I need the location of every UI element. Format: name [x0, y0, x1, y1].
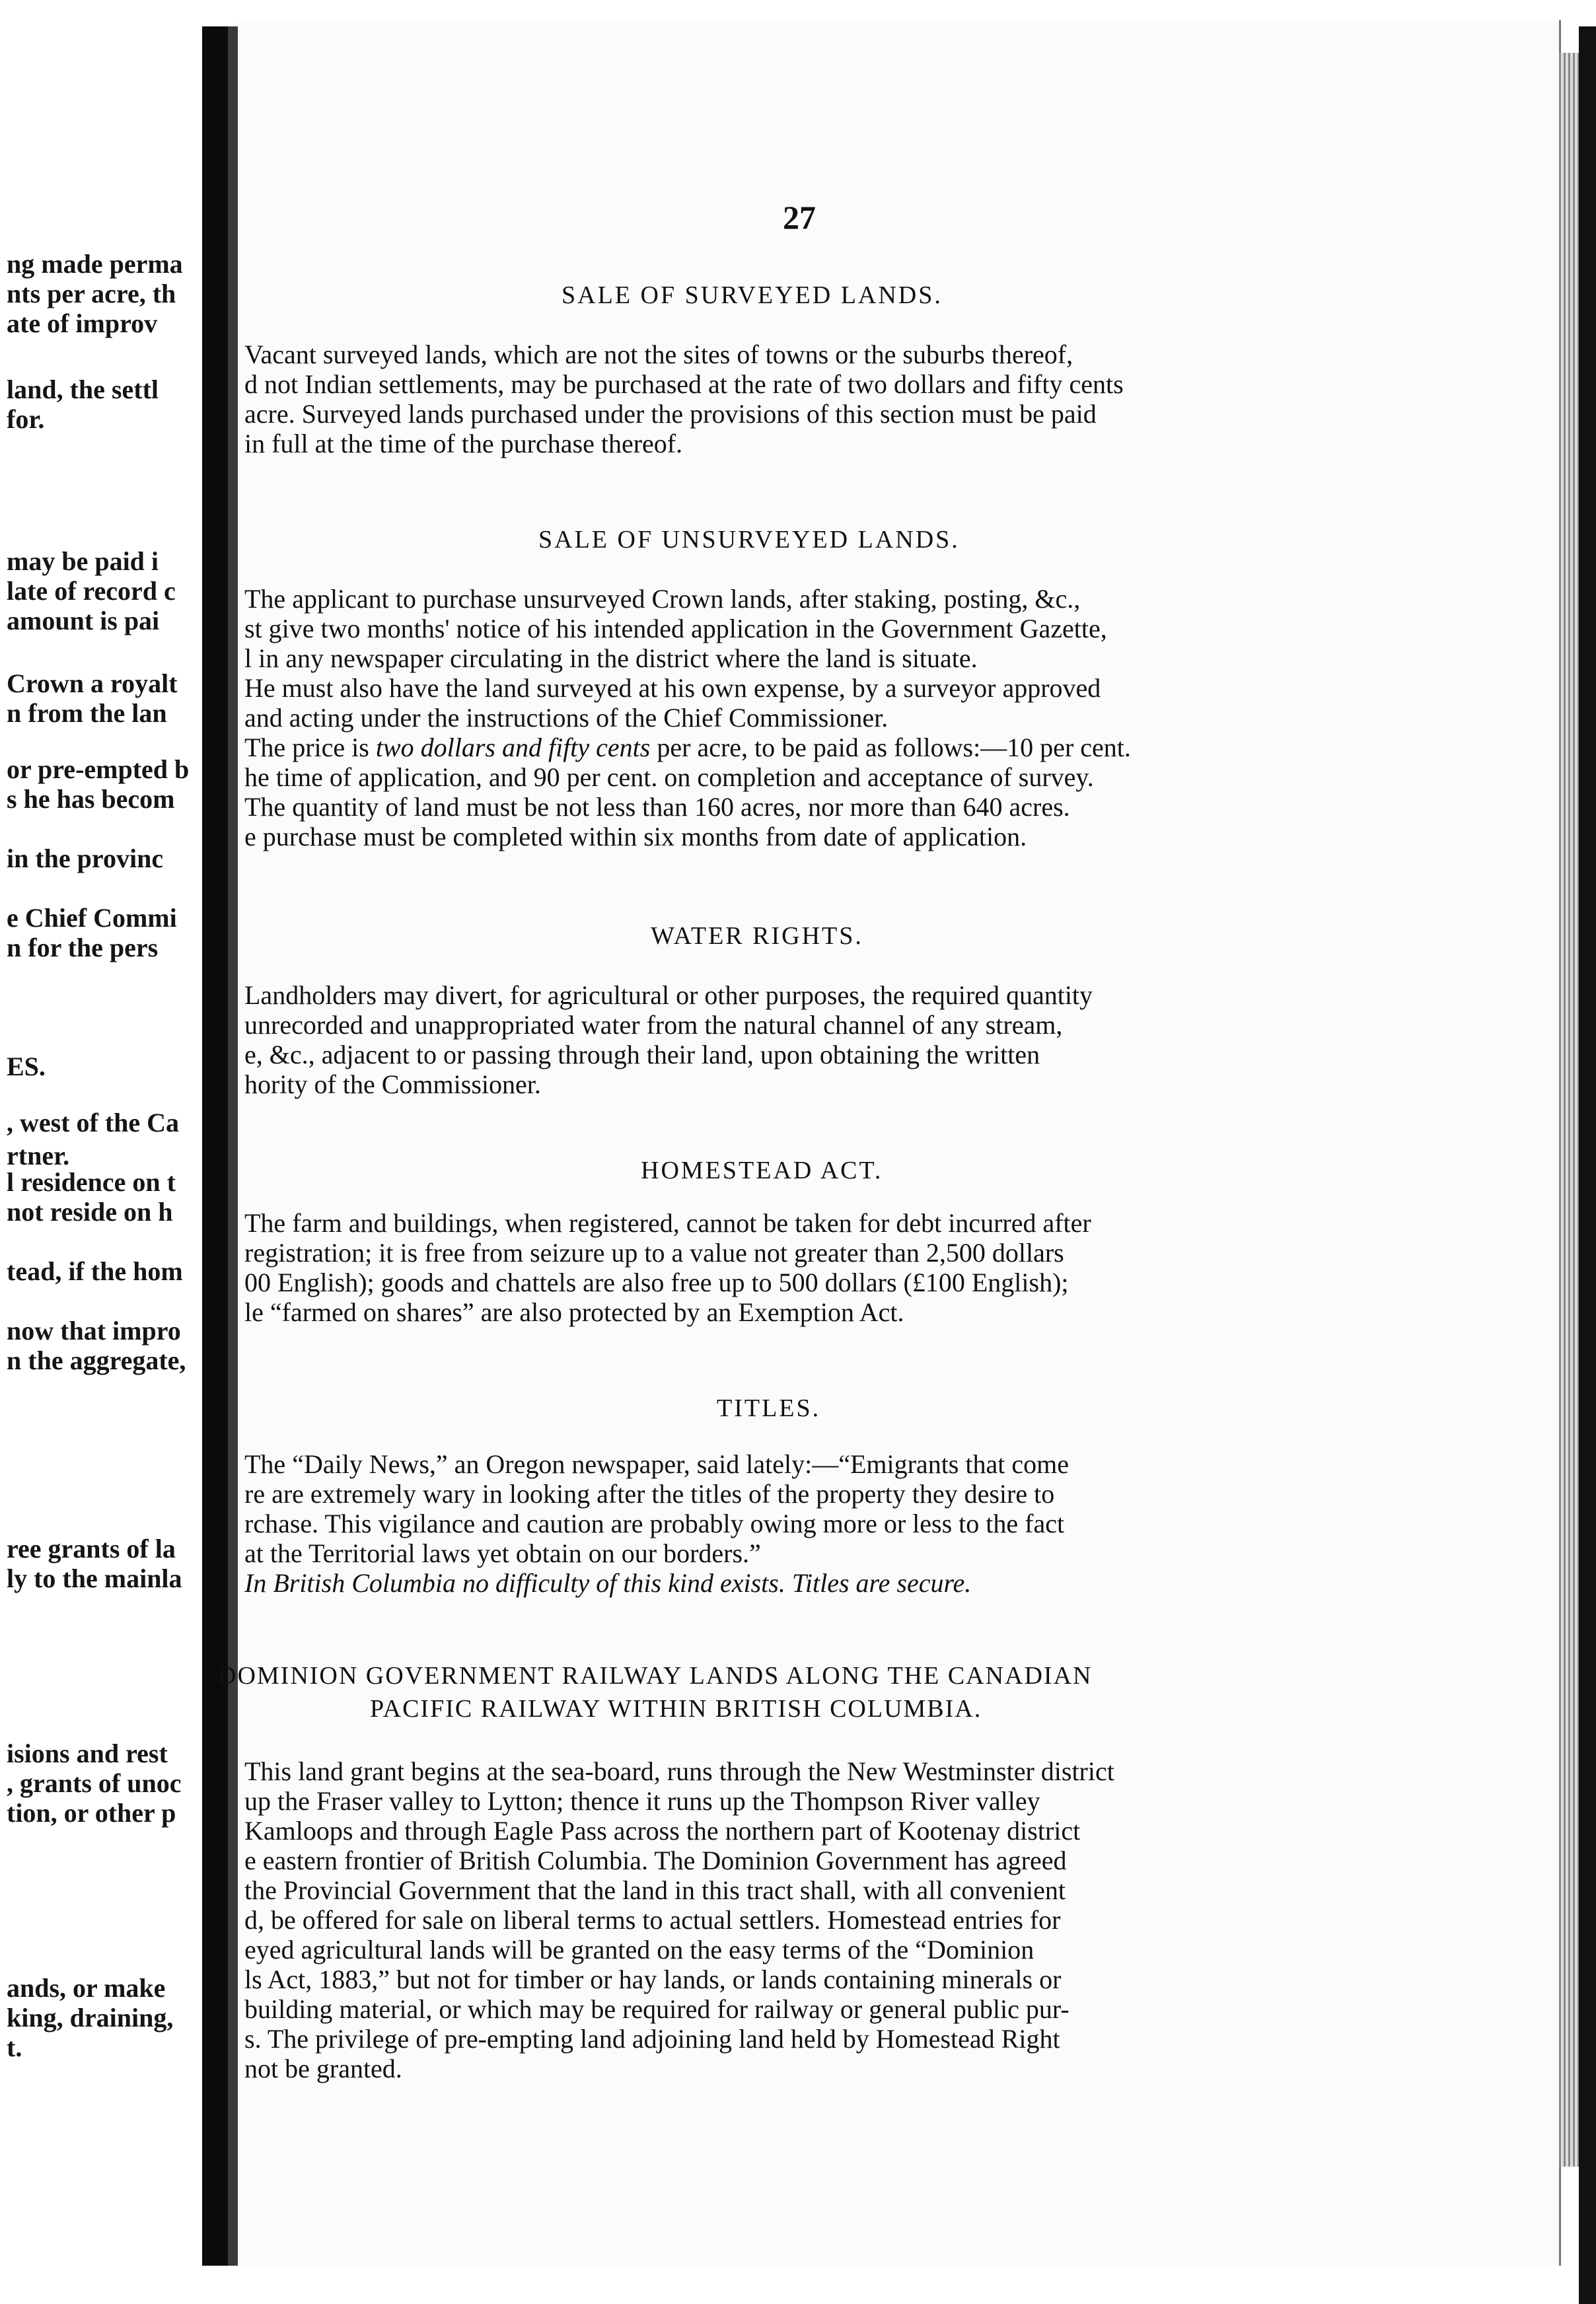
paragraph-line: ls Act, 1883,” but not for timber or hay lands, or lands containing minerals or	[244, 1964, 1062, 1994]
left-page-line: ands, or make	[7, 1973, 166, 2003]
paragraph-line: He must also have the land surveyed at his own expense, by a surveyor approved	[244, 673, 1101, 703]
paragraph-line: 00 English); goods and chattels are also free up to 500 dollars (£100 English);	[244, 1268, 1069, 1297]
left-page-line: not reside on h	[7, 1197, 173, 1227]
page-stack-edge	[1559, 53, 1579, 2167]
left-page-line: tead, if the hom	[7, 1256, 183, 1286]
paragraph-line: in full at the time of the purchase thereof.	[244, 429, 683, 458]
left-page-line: in the provinc	[7, 844, 164, 873]
left-page-line: or pre-empted b	[7, 754, 190, 784]
left-page-line: ng made perma	[7, 249, 183, 279]
paragraph-line: at the Territorial laws yet obtain on our borders.”	[244, 1538, 761, 1568]
left-page-line: land, the settl	[7, 375, 159, 404]
left-page-line: ES.	[7, 1052, 46, 1081]
paragraph-line: This land grant begins at the sea-board, runs through the New Westminster district	[244, 1756, 1114, 1786]
paragraph-line: The farm and buildings, when registered, cannot be taken for debt incurred after	[244, 1208, 1091, 1238]
left-facing-page	[0, 0, 205, 2304]
section-heading: WATER RIGHTS.	[651, 922, 863, 950]
paragraph-line: the Provincial Government that the land in this tract shall, with all convenient	[244, 1875, 1066, 1905]
paragraph-line: acre. Surveyed lands purchased under the provisions of this section must be paid	[244, 399, 1097, 429]
price-line-end: per acre, to be paid as follows:—10 per cent.	[650, 733, 1131, 762]
paragraph-line: le “farmed on shares” are also protected by an Exemption Act.	[244, 1297, 904, 1327]
paragraph-line: he time of application, and 90 per cent. on completion and acceptance of survey.	[244, 762, 1094, 792]
paragraph-line: The quantity of land must be not less than 160 acres, nor more than 640 acres.	[244, 792, 1070, 822]
price-amount: two dollars and fifty cents	[375, 733, 651, 762]
paragraph-line: Vacant surveyed lands, which are not the sites of towns or the suburbs thereof,	[244, 340, 1073, 369]
paragraph-line: Kamloops and through Eagle Pass across the northern part of Kootenay district	[244, 1816, 1081, 1846]
paragraph-line: d not Indian settlements, may be purchased at the rate of two dollars and fifty cents	[244, 369, 1124, 399]
paragraph-line: The applicant to purchase unsurveyed Crown lands, after staking, posting, &c.,	[244, 584, 1081, 614]
paragraph-line: unrecorded and unappropriated water from the natural channel of any stream,	[244, 1010, 1063, 1040]
section-heading: HOMESTEAD ACT.	[641, 1157, 883, 1184]
paragraph-line: hority of the Commissioner.	[244, 1069, 541, 1099]
paragraph-line: e, &c., adjacent to or passing through their land, upon obtaining the written	[244, 1040, 1040, 1069]
paragraph-line: rchase. This vigilance and caution are probably owing more or less to the fact	[244, 1509, 1065, 1538]
paragraph-line: eyed agricultural lands will be granted on the easy terms of the “Dominion	[244, 1935, 1034, 1964]
left-page-line: amount is pai	[7, 606, 160, 635]
left-page-line: king, draining,	[7, 2003, 174, 2033]
paragraph-line: st give two months' notice of his intended application in the Government Gazette,	[244, 614, 1107, 643]
section-heading: PACIFIC RAILWAY WITHIN BRITISH COLUMBIA.	[370, 1695, 982, 1723]
section-heading: TITLES.	[717, 1394, 821, 1422]
page-number: 27	[783, 199, 816, 236]
left-page-line: tion, or other p	[7, 1798, 176, 1828]
left-page-line: rtner.	[7, 1141, 70, 1170]
scan-border-right	[1579, 26, 1596, 2304]
price-line	[244, 733, 1131, 762]
paragraph-line: and acting under the instructions of the Chief Commissioner.	[244, 703, 889, 733]
left-page-line: s he has becom	[7, 784, 175, 814]
left-page-line: for.	[7, 404, 45, 434]
left-page-line: , west of the Ca	[7, 1108, 180, 1137]
left-page-line: nts per acre, th	[7, 279, 176, 308]
left-page-line: now that impro	[7, 1316, 181, 1346]
left-page-line: l residence on t	[7, 1167, 176, 1197]
paragraph-line: building material, or which may be required for railway or general public pur-	[244, 1994, 1070, 2024]
paragraph-line: The “Daily News,” an Oregon newspaper, said lately:—“Emigrants that come	[244, 1449, 1069, 1479]
paragraph-line: registration; it is free from seizure up to a value not greater than 2,500 dollars	[244, 1238, 1064, 1268]
left-page-line: n the aggregate,	[7, 1346, 186, 1375]
left-page-line: may be paid i	[7, 546, 159, 576]
paragraph-line: re are extremely wary in looking after the titles of the property they desire to	[244, 1479, 1055, 1509]
left-page-line: isions and rest	[7, 1739, 168, 1768]
section-heading: DOMINION GOVERNMENT RAILWAY LANDS ALONG THE CANADIAN	[218, 1662, 1093, 1690]
left-page-line: e Chief Commi	[7, 903, 177, 933]
italic-statement: In British Columbia no difficulty of this kind exists. Titles are secure.	[244, 1568, 972, 1598]
left-page-line: t.	[7, 2033, 22, 2062]
left-page-line: late of record c	[7, 576, 176, 606]
paragraph-line: s. The privilege of pre-empting land adjoining land held by Homestead Right	[244, 2024, 1060, 2054]
paragraph-line: up the Fraser valley to Lytton; thence it runs up the Thompson River valley	[244, 1786, 1040, 1816]
paragraph-line: e purchase must be completed within six months from date of application.	[244, 822, 1027, 851]
left-page-line: , grants of unoc	[7, 1768, 182, 1798]
left-page-line: n for the pers	[7, 933, 159, 962]
section-heading: SALE OF UNSURVEYED LANDS.	[538, 526, 960, 554]
paragraph-line: Landholders may divert, for agricultural or other purposes, the required quantity	[244, 980, 1093, 1010]
paragraph-line: not be granted.	[244, 2054, 402, 2083]
left-page-line: n from the lan	[7, 698, 167, 728]
paragraph-line: e eastern frontier of British Columbia. The Dominion Government has agreed	[244, 1846, 1067, 1875]
left-page-line: ree grants of la	[7, 1534, 176, 1564]
paragraph-line: d, be offered for sale on liberal terms to actual settlers. Homestead entries for	[244, 1905, 1061, 1935]
paragraph-line: l in any newspaper circulating in the district where the land is situate.	[244, 643, 978, 673]
section-heading: SALE OF SURVEYED LANDS.	[562, 281, 943, 309]
left-page-line: Crown a royalt	[7, 668, 178, 698]
price-line-start: The price is	[244, 733, 376, 762]
left-page-line: ly to the mainla	[7, 1564, 182, 1593]
left-page-line: ate of improv	[7, 308, 158, 338]
